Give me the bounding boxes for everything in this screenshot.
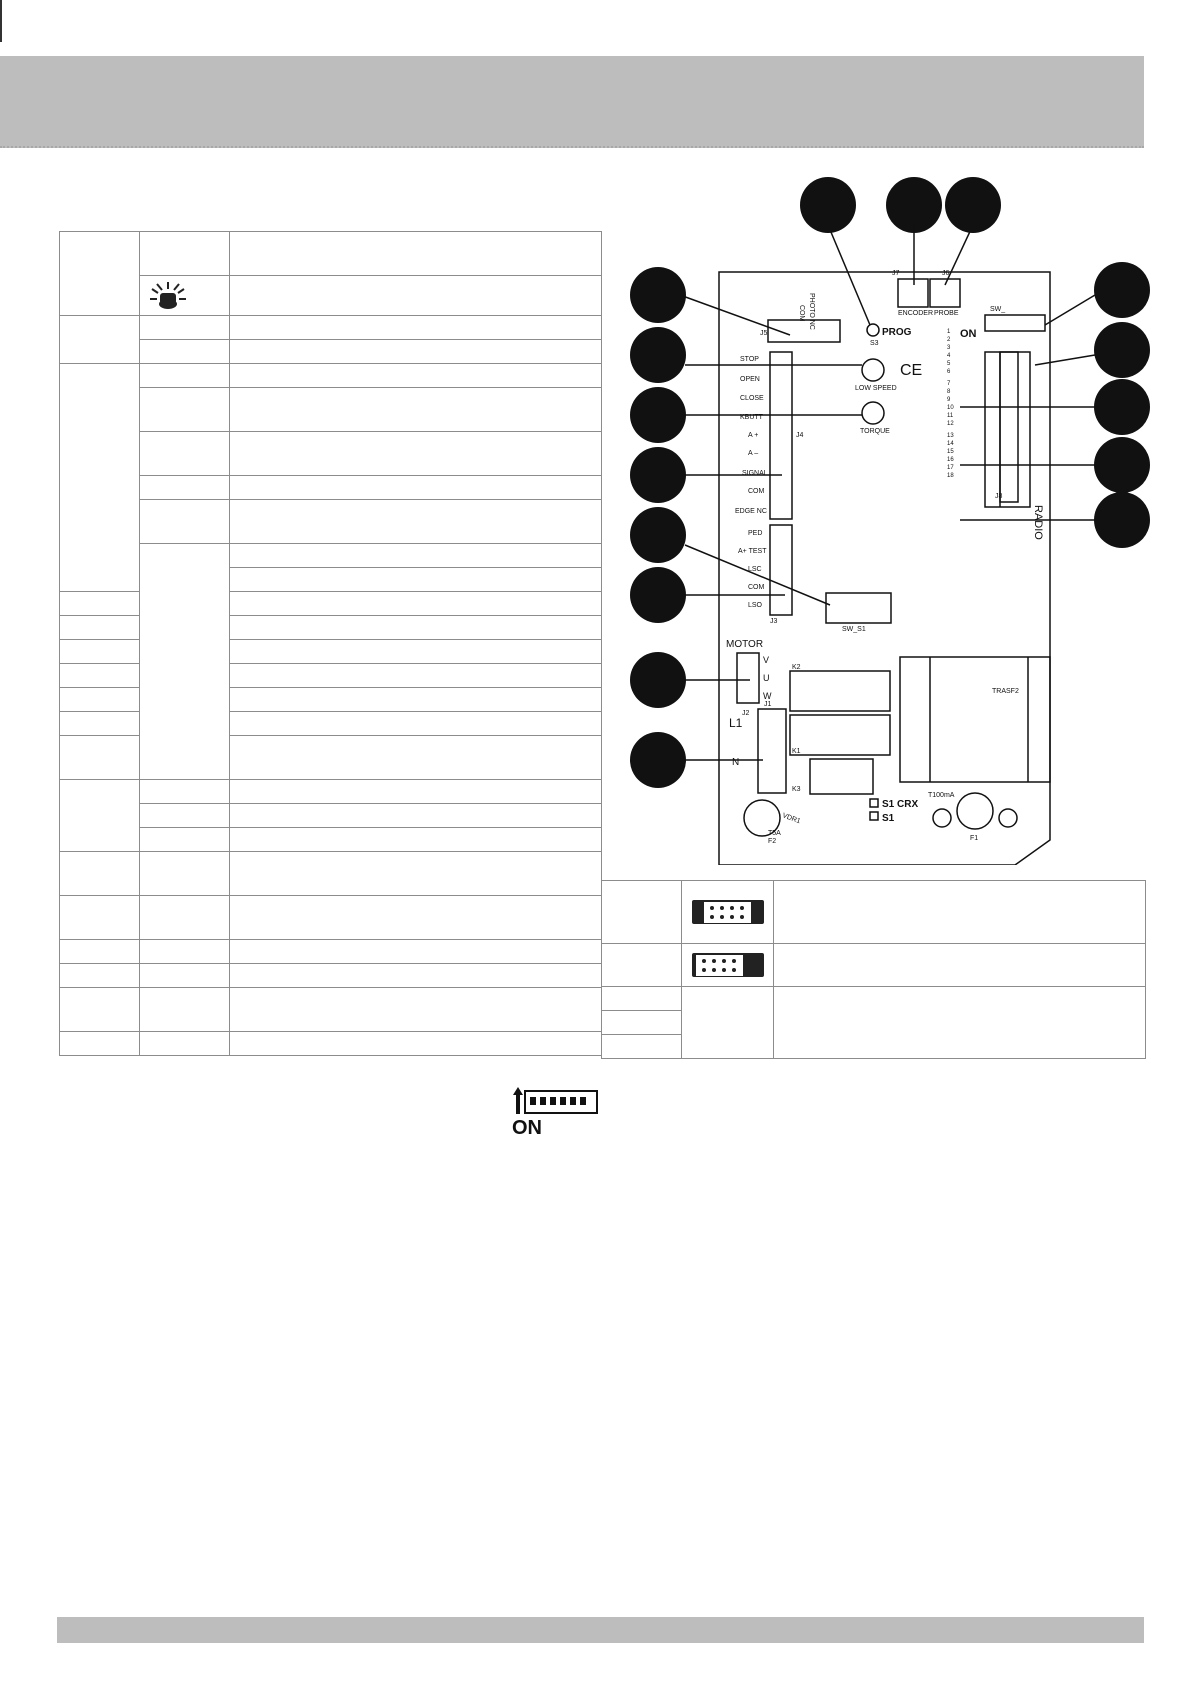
row-number: 12	[947, 421, 954, 427]
table-cell	[140, 476, 230, 500]
table-cell	[60, 896, 140, 940]
sw-s1-label: SW_S1	[842, 626, 866, 633]
table-cell	[230, 544, 602, 568]
table-cell	[140, 940, 230, 964]
table-cell	[774, 987, 1146, 1059]
on-label: ON	[960, 328, 977, 340]
prog-button	[867, 324, 879, 336]
close-label: CLOSE	[740, 395, 764, 402]
marker-circle	[630, 447, 686, 503]
row-number: 5	[947, 361, 951, 367]
dip-switch-icon	[512, 1085, 602, 1119]
table-cell	[602, 1035, 682, 1059]
open-label: OPEN	[740, 376, 760, 383]
marker-circle	[630, 567, 686, 623]
table-cell	[774, 944, 1146, 987]
ped-label: PED	[748, 530, 763, 537]
table-cell	[140, 276, 230, 316]
radio-label: RADIO	[1032, 505, 1044, 540]
table-cell	[602, 1011, 682, 1035]
table-cell	[230, 988, 602, 1032]
sw-top-connector	[985, 315, 1045, 331]
marker-circle	[1094, 379, 1150, 435]
table-cell	[140, 316, 230, 340]
footer-band	[57, 1617, 1144, 1643]
low-speed-label: LOW SPEED	[855, 385, 897, 392]
marker-circle	[1094, 492, 1150, 548]
marker-circle	[1094, 322, 1150, 378]
table-cell	[230, 232, 602, 276]
low-speed-pot	[862, 359, 884, 381]
trasf2-label: TRASF2	[992, 688, 1019, 695]
table-cell	[230, 828, 602, 852]
lso-label: LSO	[748, 602, 763, 609]
page-corner-mark	[0, 0, 2, 42]
dip-switch-legend	[512, 1085, 602, 1145]
torque-pot	[862, 402, 884, 424]
marker-circle	[800, 177, 856, 233]
marker-circle	[1094, 437, 1150, 493]
marker-circle	[886, 177, 942, 233]
row-number: 17	[947, 465, 954, 471]
row-number: 1	[947, 329, 951, 335]
control-board-diagram	[630, 175, 1150, 865]
a-test-label: A+ TEST	[738, 548, 767, 555]
table-cell	[682, 881, 774, 944]
table-cell	[60, 688, 140, 712]
w-label: W	[763, 691, 772, 701]
ce-mark: CE	[900, 362, 923, 379]
kbutt-label: KBUTT	[740, 414, 763, 421]
com-mid-label: COM	[748, 488, 765, 495]
table-cell	[140, 988, 230, 1032]
k3-label: K3	[792, 786, 801, 793]
row-number: 3	[947, 345, 951, 351]
t5a-label: T5A	[768, 830, 781, 837]
j3-terminal-block	[770, 525, 792, 615]
header-band	[0, 56, 1144, 148]
j2-label: J2	[742, 710, 750, 717]
j4-terminal-block	[770, 352, 792, 519]
l1-label: L1	[729, 716, 743, 730]
motor-label: MOTOR	[726, 639, 764, 650]
table-cell	[60, 964, 140, 988]
table-cell	[230, 688, 602, 712]
row-number: 13	[947, 433, 954, 439]
dip-on-label: ON	[512, 1117, 542, 1139]
n-label: N	[732, 757, 740, 768]
row-number: 7	[947, 381, 951, 387]
j8-radio-connector	[985, 352, 1030, 507]
table-cell	[140, 340, 230, 364]
table-cell	[602, 987, 682, 1011]
radio-row-numbers	[947, 329, 954, 479]
k2-label: K2	[792, 664, 801, 671]
table-cell	[230, 388, 602, 432]
row-number: 8	[947, 389, 951, 395]
j8-label: J8	[995, 493, 1003, 500]
sw-top-label: SW_	[990, 306, 1006, 313]
vdr1-label: VDR1	[781, 812, 802, 826]
encoder-label: ENCODER	[898, 310, 934, 317]
table-cell	[140, 1032, 230, 1056]
table-cell	[60, 664, 140, 688]
table-cell	[230, 568, 602, 592]
table-cell	[230, 364, 602, 388]
photo-nc-label: PHOTO NC	[808, 293, 815, 330]
j7-label: J7	[892, 270, 900, 277]
row-number: 14	[947, 441, 954, 447]
table-cell	[602, 944, 682, 987]
table-cell	[230, 712, 602, 736]
j2-motor-connector	[737, 653, 759, 703]
j1-connector	[758, 709, 786, 793]
edge-nc-label: EDGE NC	[735, 508, 767, 515]
stop-label: STOP	[740, 356, 759, 363]
row-number: 16	[947, 457, 954, 463]
table-cell	[140, 500, 230, 544]
table-cell	[682, 944, 774, 987]
marker-circle	[630, 327, 686, 383]
table-cell	[230, 736, 602, 780]
row-number: 2	[947, 337, 951, 343]
table-cell	[230, 896, 602, 940]
table-cell	[230, 316, 602, 340]
table-cell	[140, 804, 230, 828]
marker-circle	[630, 507, 686, 563]
row-number: 6	[947, 369, 951, 375]
table-cell	[60, 712, 140, 736]
s1-crx-label: S1 CRX	[882, 799, 919, 810]
j3-label: J3	[770, 618, 778, 625]
table-cell	[230, 852, 602, 896]
marker-circle	[630, 267, 686, 323]
table-cell	[230, 500, 602, 544]
table-cell	[774, 881, 1146, 944]
table-cell	[230, 476, 602, 500]
s3-label: S3	[870, 340, 879, 347]
torque-label: TORQUE	[860, 428, 890, 435]
table-cell	[230, 640, 602, 664]
table-cell	[230, 664, 602, 688]
j1-label: J1	[764, 701, 772, 708]
sw-s1-connector	[826, 593, 891, 623]
a-minus-label: A –	[748, 450, 759, 457]
k2-relay	[790, 671, 890, 711]
terminal-table	[59, 231, 602, 1056]
table-cell	[140, 364, 230, 388]
table-cell	[230, 276, 602, 316]
prog-label: PROG	[882, 327, 912, 338]
marker-circle	[1094, 262, 1150, 318]
f1-fuse	[957, 793, 993, 829]
jumper-closed-icon	[692, 953, 764, 977]
lsc-label: LSC	[748, 566, 762, 573]
table-cell	[60, 640, 140, 664]
table-cell	[230, 592, 602, 616]
s1-label: S1	[882, 813, 895, 824]
marker-circle	[945, 177, 1001, 233]
table-cell	[230, 780, 602, 804]
table-cell	[60, 616, 140, 640]
table-cell	[230, 940, 602, 964]
marker-circle	[630, 387, 686, 443]
table-cell	[60, 592, 140, 616]
marker-circle	[630, 652, 686, 708]
table-cell	[140, 432, 230, 476]
row-number: 4	[947, 353, 951, 359]
table-cell	[60, 852, 140, 896]
probe-label: PROBE	[934, 310, 959, 317]
table-cell	[230, 804, 602, 828]
table-cell	[60, 364, 140, 592]
k1-label: K1	[792, 748, 801, 755]
row-number: 10	[947, 405, 954, 411]
table-cell	[230, 1032, 602, 1056]
table-cell	[60, 988, 140, 1032]
marker-circle	[630, 732, 686, 788]
table-cell	[140, 232, 230, 276]
table-cell	[140, 964, 230, 988]
table-cell	[602, 881, 682, 944]
table-cell	[230, 964, 602, 988]
j6-label: J6	[942, 270, 950, 277]
com-top-label: COM	[798, 305, 805, 322]
table-cell	[140, 388, 230, 432]
j4-label: J4	[796, 432, 804, 439]
v-label: V	[763, 655, 770, 665]
jumper-table	[601, 880, 1146, 1059]
table-cell	[230, 340, 602, 364]
j7-connector	[898, 279, 928, 307]
signal-label: SIGNAL	[742, 470, 768, 477]
table-cell	[230, 432, 602, 476]
table-cell	[230, 616, 602, 640]
table-cell	[60, 780, 140, 852]
table-cell	[60, 940, 140, 964]
j6-connector	[930, 279, 960, 307]
jumper-open-icon	[692, 900, 764, 924]
f2-label: F2	[768, 838, 777, 845]
k1-relay	[790, 715, 890, 755]
table-cell	[140, 828, 230, 852]
table-cell	[60, 316, 140, 364]
flashing-light-icon	[148, 280, 188, 312]
table-cell	[60, 736, 140, 780]
k3-relay	[810, 759, 873, 794]
a-plus-label: A +	[748, 432, 759, 439]
table-cell	[140, 896, 230, 940]
table-cell	[140, 852, 230, 896]
row-number: 11	[947, 413, 954, 419]
table-cell	[60, 1032, 140, 1056]
row-number: 9	[947, 397, 951, 403]
u-label: U	[763, 673, 770, 683]
f1-label: F1	[970, 835, 979, 842]
table-cell	[140, 544, 230, 780]
table-cell	[682, 987, 774, 1059]
t100ma-label: T100mA	[928, 792, 955, 799]
table-cell	[140, 780, 230, 804]
com-low-label: COM	[748, 584, 765, 591]
row-number: 15	[947, 449, 954, 455]
j5-label: J5	[760, 330, 768, 337]
table-cell	[60, 232, 140, 316]
row-number: 18	[947, 473, 954, 479]
